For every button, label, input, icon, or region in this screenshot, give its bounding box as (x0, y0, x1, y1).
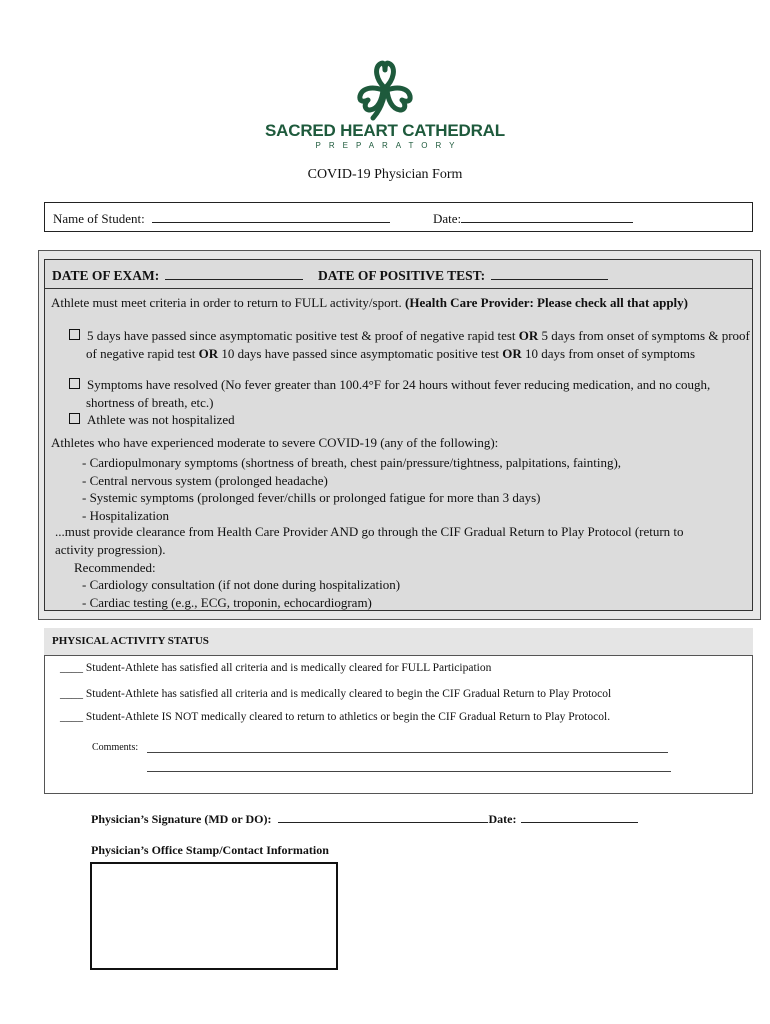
stamp-label: Physician’s Office Stamp/Contact Information (91, 843, 329, 857)
date-field[interactable] (461, 210, 633, 223)
status-option[interactable]: ____ Student-Athlete has satisfied all criteria and is medically cleared to begin the CIF Gradual Return to Play Protocol (60, 688, 612, 700)
criterion-item: 5 days have passed since asymptomatic positive test & proof of negative rapid test OR 5 days from onset of symptoms & proof of negative rapid test OR 10 days have passed since asymptomatic positive test OR 10 days from onset of symptoms (69, 327, 758, 362)
recommended-label: Recommended: (74, 560, 156, 575)
status-option[interactable]: ____ Student-Athlete has satisfied all criteria and is medically cleared for FULL Participation (60, 662, 492, 674)
moderate-intro: Athletes who have experienced moderate to severe COVID-19 (any of the following): (51, 435, 499, 450)
student-name-label: Name of Student: (53, 211, 145, 226)
recommended-list (82, 576, 742, 611)
list-item: - Cardiopulmonary symptoms (shortness of breath, chest pain/pressure/tightness, palpitations, fainting), (82, 455, 622, 470)
list-item: - Central nervous system (prolonged headache) (82, 472, 328, 488)
list-item: - Cardiac testing (e.g., ECG, troponin, echocardiogram) (82, 594, 372, 610)
signature-row (91, 810, 638, 827)
date-label: Date: (433, 211, 462, 226)
comments-line[interactable] (147, 752, 668, 753)
student-name-field[interactable] (152, 210, 390, 223)
school-name: SACRED HEART CATHEDRAL (265, 121, 505, 140)
positive-test-date-field[interactable] (491, 267, 608, 280)
signature-date-label: Date: (488, 812, 517, 826)
signature-date-field[interactable] (521, 810, 638, 823)
exam-date-field[interactable] (165, 267, 303, 280)
criterion-checkbox[interactable] (69, 413, 80, 424)
list-item: - Hospitalization (82, 507, 170, 523)
list-item: - Cardiology consultation (if not done during hospitalization) (82, 577, 401, 592)
signature-label: Physician’s Signature (MD or DO): (91, 812, 272, 826)
list-item: - Systemic symptoms (prolonged fever/chills or prolonged fatigue for more than 3 days) (82, 490, 541, 505)
moderate-list (82, 454, 742, 524)
form-title: COVID-19 Physician Form (307, 167, 463, 182)
positive-test-label: DATE OF POSITIVE TEST: (318, 268, 486, 283)
criterion-item: Symptoms have resolved (No fever greater than 100.4°F for 24 hours without fever reducing medication, and no cough, shortness of breath, etc.) (69, 376, 758, 411)
criterion-checkbox[interactable] (69, 378, 80, 389)
shamrock-logo-icon (340, 58, 430, 122)
activity-status-title: PHYSICAL ACTIVITY STATUS (52, 635, 209, 647)
comments-label: Comments: (92, 742, 139, 753)
exam-date-label: DATE OF EXAM: (52, 268, 160, 283)
criterion-checkbox[interactable] (69, 329, 80, 340)
status-option[interactable]: ____ Student-Athlete IS NOT medically cleared to return to athletics or begin the CIF Gradual Return to Play Protocol. (60, 711, 611, 723)
school-subtitle: PREPARATORY (315, 141, 463, 150)
signature-field[interactable] (278, 810, 488, 823)
criterion-item: Athlete was not hospitalized (69, 411, 758, 429)
student-info-box (44, 202, 753, 232)
comments-line[interactable] (147, 771, 671, 772)
office-stamp-box[interactable] (90, 862, 338, 970)
criteria-intro: Athlete must meet criteria in order to return to FULL activity/sport. (Health Care Provider: Please check all that apply) (51, 295, 688, 310)
clearance-text: ...must provide clearance from Health Care Provider AND go through the CIF Gradual Return to Play Protocol (return to activity progression). (55, 524, 684, 557)
